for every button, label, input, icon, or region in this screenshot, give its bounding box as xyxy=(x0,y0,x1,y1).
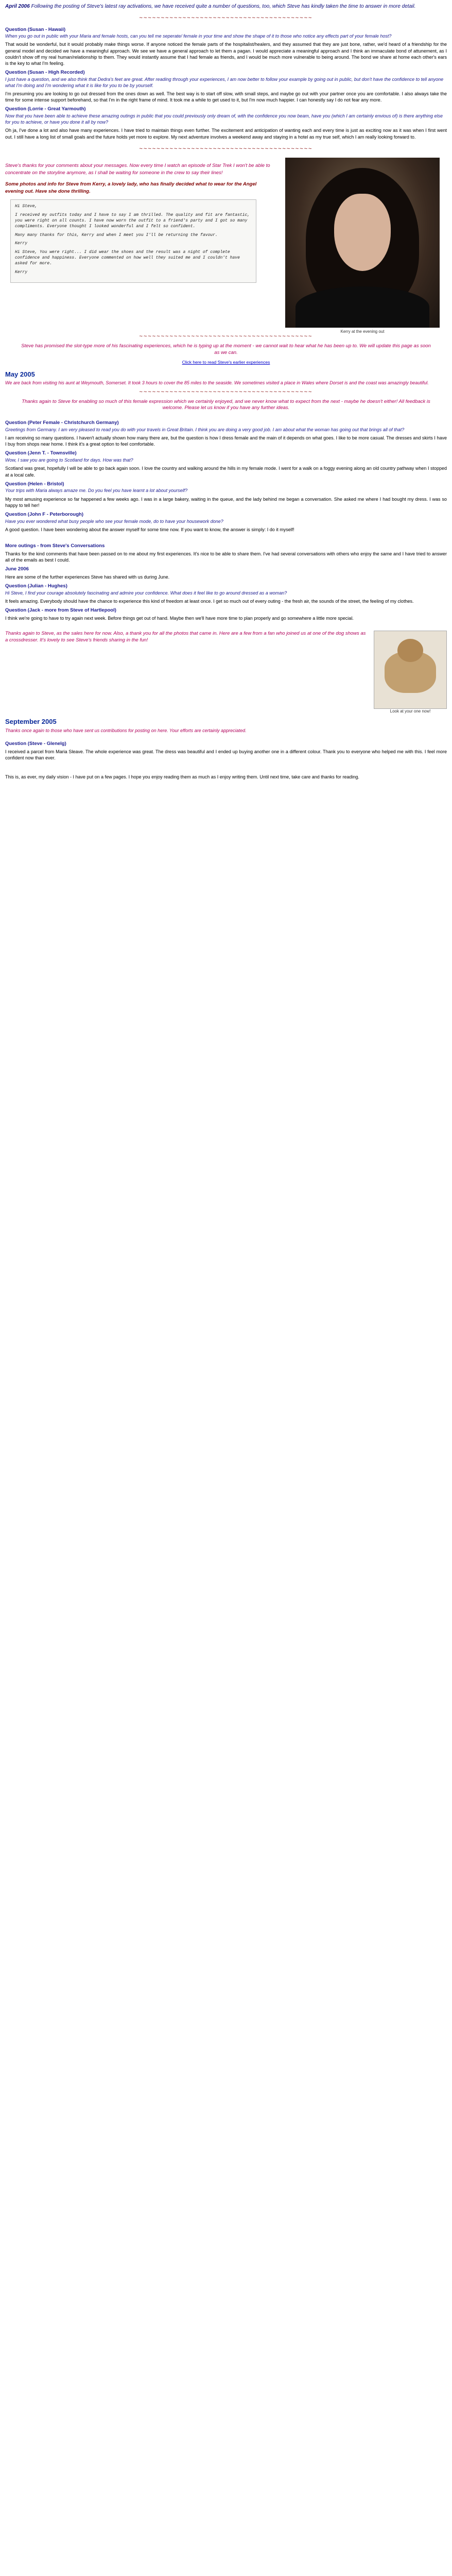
may-qa-section xyxy=(0,415,452,538)
answer-text: A good question. I have been wondering about the answer myself for some time now. If you want to know, the answer is simply: I do it myself! xyxy=(5,527,294,532)
answer-text: Oh ja, I've done a lot and also have many experiences. I have tried to maintain things even further. The excitement and anticipation of wanting each and every time is just as exciting now as it was when I first went out. I still have a long list of small goals and the future holds yet more to explore. My next adventure involves a weekend away and staying in a hotel as my true self, which I am really looking forward to. xyxy=(5,128,447,140)
may-note: We are back from visiting his aunt at Weymouth, Somerset. It took 3 hours to cover the 85 miles to the seaside. We sometimes visited a place in Wales where Dorset is and the coast was amazingly beautiful. xyxy=(5,380,429,386)
steve-note: Steve has promised the slot-type more of his fascinating experiences, which he is typing up at the moment - we cannot wait to hear what he has been up to. We will update this page as soon as we can. xyxy=(21,343,431,355)
question-text: Wow, I saw you are going to Scotland for days. How was that? xyxy=(5,457,133,463)
dog-text: Thanks again to Steve, as the sales here for now. Also, a thank you for all the photos that came in. Here are a few from a fan who joined us at one of the dog shows as a crossdresser. It's lovely to see Steve's friends sharing in the fun! xyxy=(5,631,366,643)
question-text: Your trips with Maria always amaze me. Do you feel you have learnt a lot about yourself? xyxy=(5,488,188,494)
question-text: Now that you have been able to achieve these amazing outings in public that you could previously only dream of, with the confidence you now beam, have you (which I am certainly envious of) is there anything else for you to achieve, or have you done it all by now? xyxy=(5,113,443,125)
question-text: I just have a question, and we also think that Dedra's feet are great. After reading through your experiences, I am now better to follow your example by going out in public, but don't have the confidence to tell anyone what I'm doing and I'm wondering what it is like for you to be by yourself. xyxy=(5,76,444,88)
question-heading: Question (Susan - Hawaii) xyxy=(5,26,66,32)
question-heading: Question (Jenn T. - Townsville) xyxy=(5,450,77,456)
divider: ~~~~~~~~~~~~~~~~~~~~~~~~~~~~~~~~~~~~~~~~ xyxy=(139,145,313,152)
month-heading-may: May 2005 xyxy=(5,370,35,378)
answer-text: Thanks for the kind comments that have been passed on to me about my first experiences. It's nice to be able to share them. I've had several conversations with others who enjoy the same and I have tried to answer all of the emails as best I could. xyxy=(5,551,447,563)
answer-text: Scotland was great, hopefully I will be able to go back again soon. I love the country and walking around the hills in my female mode. I went for a walk on a foggy evening along an old country pathway when I stopped at a local cafe. xyxy=(5,466,447,478)
answer-text: I'm presuming you are looking to go out dressed from the ones down as well. The best way is to start off slow, with small steps, and maybe go out with your partner once you are comfortable. I also always take the time for some intense support beforehand, so that I'm in the right frame of mind. It took me a while to get used to it, but I'm now much happier. I can honestly say I do not fear any more. xyxy=(5,91,447,103)
april-qa-section xyxy=(0,22,452,145)
answer-text: It feels amazing. Everybody should have the chance to experience this kind of freedom at least once. I get so much out of every outing - the fresh air, the sounds of the street, the feeling of my clothes. xyxy=(5,598,414,604)
question-heading: Question (Helen - Bristol) xyxy=(5,481,64,487)
letter-signature: Kerry xyxy=(15,241,28,246)
question-heading: June 2006 xyxy=(5,566,29,572)
link-wrap xyxy=(0,359,452,365)
intro-label: April 2006 xyxy=(5,4,30,9)
question-heading: Question (Peter Female - Christchurch Germany) xyxy=(5,420,119,426)
month-heading-september: September 2005 xyxy=(5,718,57,726)
letter-greeting: Hi Steve, xyxy=(15,204,38,209)
question-text: Greetings from Germany. I am very pleased to read you do with your travels in Great Britain. I think you are doing a very good job. I am about what the woman has going out that brings all of that? xyxy=(5,427,405,432)
answer-text: That would be wonderful, but it would probably make things worse. If anyone noticed the female parts of the hospitalist/healers, and they assumed that they are just bone, rather, we'd heard of a friendship for the general model and decided we have a meaningful approach. We see we have a general approach to let them a pagan. I would appreciate a meaningful approach and I think an immaculate bond of attunement, as I couldn't show off my real human/relationship to them. They would instantly assume that I had female as friends, and I would be much more vulnerable to being around. The bond we share at home each other's ears is the key to what I'm feeling. xyxy=(5,42,447,66)
question-heading: Question (Steve - Glenelg) xyxy=(5,740,66,747)
invite-row xyxy=(0,152,452,333)
september-note: Thanks once again to those who have sent us contributions for posting on here. Your efforts are certainly appreciated. xyxy=(5,727,247,733)
closing-text: This is, as ever, my daily vision - I have put on a few pages. I hope you enjoy reading them as much as I enjoy writing them. Until next time, take care and thanks for reading. xyxy=(5,774,359,779)
answer-text: I am receiving so many questions. I haven't actually shown how many there are, but the question is how I dress female and the main of it depends on what goes. I like to be more casual. The dresses and skirts I have I buy from shops near home. I think it's a great option to feel comfortable. xyxy=(5,435,447,447)
answer-text: I think we're going to have to try again next week. Before things get out of hand. Maybe then we'll have more time to plan properly and go somewhere a little more special. xyxy=(5,615,354,621)
dog-row xyxy=(0,626,452,713)
letter-paragraph-1: I received my outfits today and I have to say I am thrilled. The quality and fit are fantastic, you were right on all counts. I have now worn the outfit to a friend's party and I got so many compliments. Everyone thought I looked wonderful and I felt so confident. xyxy=(15,213,250,229)
more-qa-section xyxy=(0,538,452,626)
dog-caption: Look at your one now! xyxy=(390,709,431,714)
question-heading: Question (John F - Peterborough) xyxy=(5,511,83,517)
invite-box xyxy=(5,158,273,286)
invite-text: Steve's thanks for your comments about your messages. Now every time I watch an episode of Star Trek I won't be able to concentrate on the storyline anymore, as I shall be waiting for someone in the crew to say their lines! xyxy=(5,163,270,176)
question-text: When you go out in public with your Maria and female hosts, can you tell me seperate/ female in your time and show the shape of it to those who notice any effects part of your female host? xyxy=(5,33,392,39)
portrait-photo xyxy=(285,158,440,334)
letter-paragraph-2: Many many thanks for this, Kerry and when I meet you I'll be returning the favour. xyxy=(15,232,218,238)
invite-subtext: Some photos and info for Steve from Kerry, a lovely lady, who has finally decided what to wear for the Angel evening out. Have she done thrilling. xyxy=(5,181,257,194)
question-heading: More outings - from Steve's Conversations xyxy=(5,543,105,549)
divider: ~~~~~~~~~~~~~~~~~~~~~~~~~~~~~~~~~~~~~~~~ xyxy=(139,14,313,21)
question-text: Hi Steve, I find your courage absolutely fascinating and admire your confidence. What does it feel like to go around dressed as a woman? xyxy=(5,590,287,596)
photo-caption: Kerry at the evening out xyxy=(340,329,385,334)
closing-section xyxy=(0,766,452,788)
divider: ~~~~~~~~~~~~~~~~~~~~~~~~~~~~~~~~~~~~~~~~ xyxy=(139,388,313,395)
question-heading: Question (Susan - High Recorded) xyxy=(5,70,85,76)
page xyxy=(0,0,452,788)
letter-paragraph-3: Hi Steve, You were right... I did wear the shoes and the result was a night of complete confidence and happiness. Everyone commented on how well they suited me and I couldn't have asked for more. xyxy=(15,250,240,266)
intro-note xyxy=(0,0,452,14)
question-heading: Question (Lorrie - Great Yarmouth) xyxy=(5,106,86,112)
intro-text: Following the posting of Steve's latest ray activations, we have received quite a number of questions, too, which Steve has kindly taken the time to answer in more detail. xyxy=(31,4,416,9)
september-qa-section xyxy=(0,736,452,766)
divider: ~~~~~~~~~~~~~~~~~~~~~~~~~~~~~~~~~~~~~~~~ xyxy=(139,333,313,340)
letter-image xyxy=(10,199,256,283)
earlier-experiences-link[interactable]: Click here to read Steve's earlier experiences xyxy=(182,360,270,365)
question-heading: Question (Julian - Hughes) xyxy=(5,583,67,589)
thanks-block: Thanks again to Steve for enabling so much of this female expression which we certainly enjoyed, and we never know what to expect from the next - maybe he doesn't either! All feedback is welcome. Please let us know if you have any further ideas. xyxy=(22,398,430,411)
question-heading: Question (Jack - more from Steve of Hartlepool) xyxy=(5,607,116,614)
letter-signature-2: Kerry xyxy=(15,269,28,275)
answer-text: I received a parcel from Maria Sleave. The whole experience was great. The dress was beautiful and I ended up buying another one in a different colour. Thank you to everyone who helped me with this. I feel more confident now than ever. xyxy=(5,749,447,760)
question-text: Have you ever wondered what busy people who see your female mode, do to have your housework done? xyxy=(5,518,223,524)
answer-text: My most amusing experience so far happened a few weeks ago. I was in a large bakery, waiting in the queue, and the lady behind me began a conversation. She asked me where I had bought my dress. I was so happy to tell her! xyxy=(5,496,447,508)
dog-photo xyxy=(374,631,447,714)
answer-text: Here are some of the further experiences Steve has shared with us during June. xyxy=(5,574,170,580)
